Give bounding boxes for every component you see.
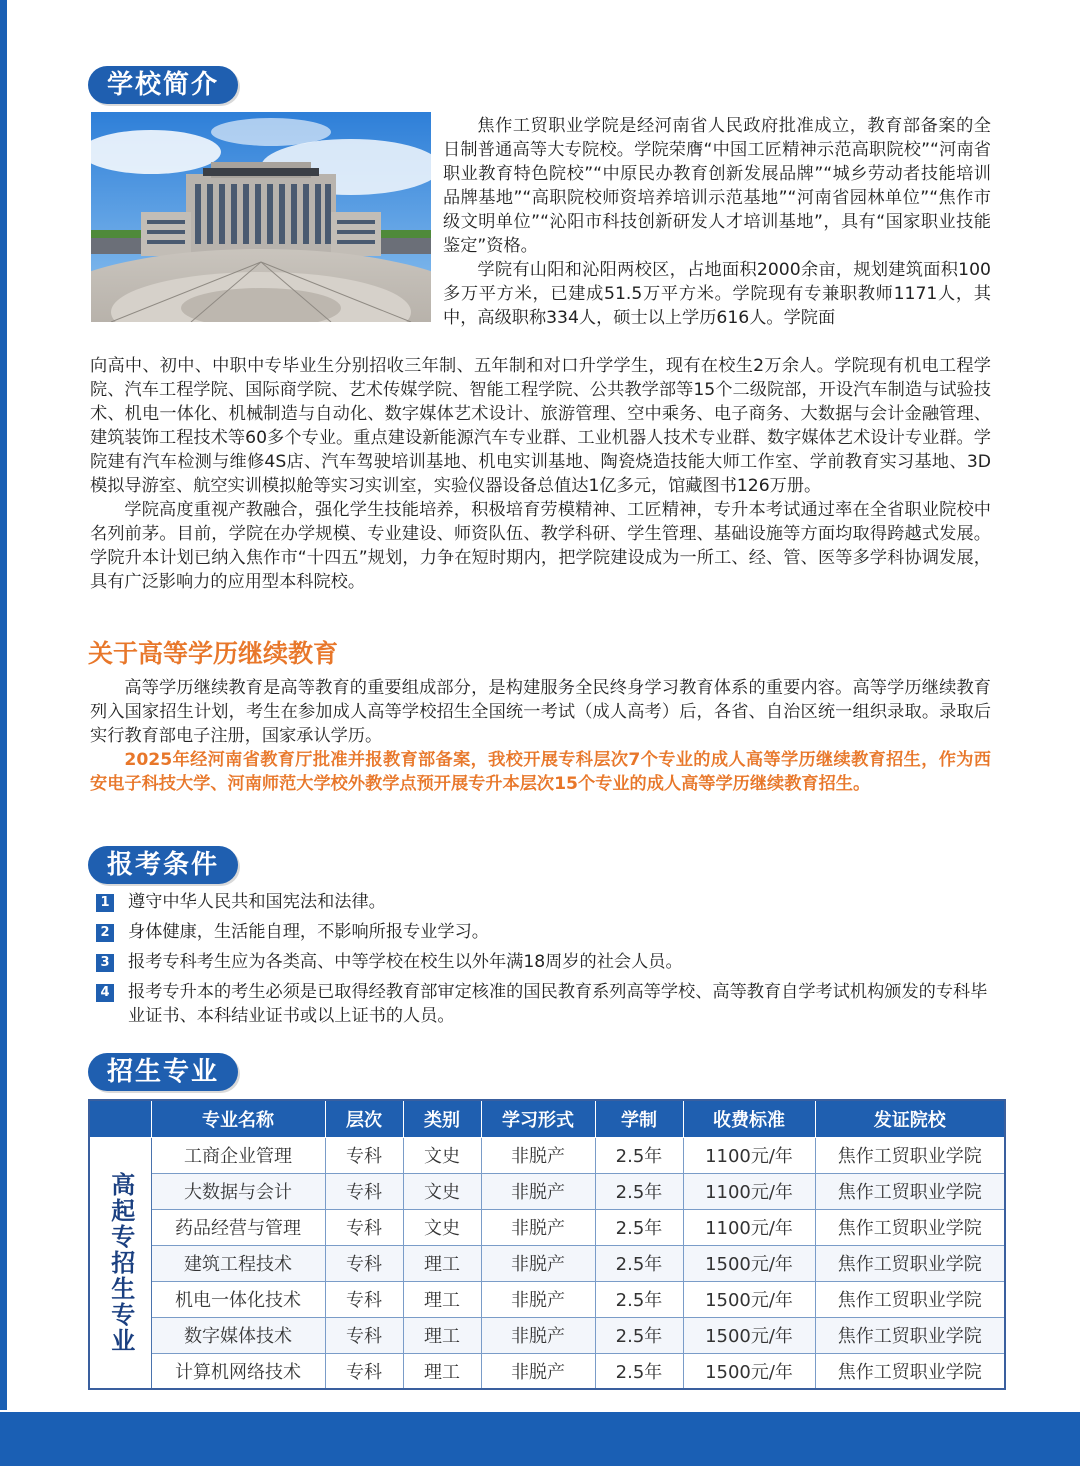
table-cell: 专科	[325, 1245, 403, 1281]
table-cell: 焦作工贸职业学院	[815, 1317, 1005, 1353]
table-row	[89, 1317, 1005, 1353]
campus-building-photo	[91, 112, 431, 322]
table-row	[89, 1209, 1005, 1245]
table-row	[89, 1245, 1005, 1281]
table-cell: 1500元/年	[683, 1353, 815, 1389]
table-cell: 大数据与会计	[151, 1173, 325, 1209]
table-cell: 数字媒体技术	[151, 1317, 325, 1353]
table-cell: 1100元/年	[683, 1209, 815, 1245]
table-header-corner	[89, 1100, 151, 1137]
majors-table-wrap	[88, 1099, 1004, 1390]
table-cell: 1100元/年	[683, 1137, 815, 1173]
table-cell: 焦作工贸职业学院	[815, 1245, 1005, 1281]
number-badge: 3	[96, 954, 114, 972]
table-cell: 非脱产	[481, 1245, 595, 1281]
table-row	[89, 1137, 1005, 1173]
continuing-education-title: 关于高等学历继续教育	[88, 639, 339, 668]
table-cell: 1500元/年	[683, 1245, 815, 1281]
table-cell: 药品经营与管理	[151, 1209, 325, 1245]
table-cell: 文史	[403, 1173, 481, 1209]
requirement-text: 遵守中华人民共和国宪法和法律。	[128, 892, 386, 912]
table-cell: 非脱产	[481, 1173, 595, 1209]
list-item	[96, 980, 996, 1028]
table-header: 专业名称	[151, 1100, 325, 1137]
table-cell: 焦作工贸职业学院	[815, 1209, 1005, 1245]
table-row	[89, 1353, 1005, 1389]
table-cell: 焦作工贸职业学院	[815, 1353, 1005, 1389]
intro-text-right	[443, 114, 991, 330]
table-header: 学习形式	[481, 1100, 595, 1137]
intro-paragraph-1: 焦作工贸职业学院是经河南省人民政府批准成立，教育部备案的全日制普通高等大专院校。学院荣膺“中国工匠精神示范高职院校”“河南省职业教育特色院校”“中原民办教育创新发展品牌”“城乡劳动者技能培训品牌基地”“高职院校师资培养培训示范基地”“河南省园林单位”“焦作市级文明单位”“沁阳市科技创新研发人才培训基地”，具有“国家职业技能鉴定”资格。	[443, 116, 991, 256]
requirement-text: 报考专科考生应为各类高、中等学校在校生以外年满18周岁的社会人员。	[128, 952, 683, 972]
table-header: 类别	[403, 1100, 481, 1137]
left-accent-bar	[0, 0, 7, 1410]
table-cell: 专科	[325, 1317, 403, 1353]
table-cell: 1500元/年	[683, 1317, 815, 1353]
intro-paragraph-2-start: 学院有山阳和沁阳两校区，占地面积2000余亩，规划建筑面积100多万平方米，已建成51.5万平方米。学院现有专兼职教师1171人，其中，高级职称334人，硕士以上学历616人。学院面	[443, 260, 991, 328]
table-cell: 2.5年	[595, 1209, 683, 1245]
table-cell: 文史	[403, 1209, 481, 1245]
table-cell: 专科	[325, 1137, 403, 1173]
table-cell: 2.5年	[595, 1317, 683, 1353]
list-item	[96, 920, 996, 944]
section-title-majors: 招生专业	[88, 1053, 238, 1091]
requirement-text: 身体健康，生活能自理，不影响所报专业学习。	[128, 922, 489, 942]
table-cell: 专科	[325, 1209, 403, 1245]
continuing-education-block	[90, 676, 991, 796]
table-header-row	[89, 1100, 1005, 1137]
table-cell: 非脱产	[481, 1317, 595, 1353]
intro-text-full	[90, 354, 991, 594]
intro-paragraph-2-cont: 向高中、初中、中职中专毕业生分别招收三年制、五年制和对口升学学生，现有在校生2万余人。学院现有机电工程学院、汽车工程学院、国际商学院、艺术传媒学院、智能工程学院、公共教学部等15个二级院部，开设汽车制造与试验技术、机电一体化、机械制造与自动化、数字媒体艺术设计、旅游管理、空中乘务、电子商务、大数据与会计金融管理、建筑装饰工程技术等60多个专业。重点建设新能源汽车专业群、工业机器人技术专业群、数字媒体艺术设计专业群。学院建有汽车检测与维修4S店、汽车驾驶培训基地、机电实训基地、陶瓷烧造技能大师工作室、学前教育实习基地、3D模拟导游室、航空实训模拟舱等实习实训室，实验仪器设备总值达1亿多元，馆藏图书126万册。	[90, 356, 991, 496]
table-cell: 理工	[403, 1245, 481, 1281]
table-cell: 2.5年	[595, 1281, 683, 1317]
table-cell: 非脱产	[481, 1137, 595, 1173]
table-cell: 2.5年	[595, 1353, 683, 1389]
intro-paragraph-3: 学院高度重视产教融合，强化学生技能培养，积极培育劳模精神、工匠精神，专升本考试通过率在全省职业院校中名列前茅。目前，学院在办学规模、专业建设、师资队伍、教学科研、学生管理、基础设施等方面均取得跨越式发展。学院升本计划已纳入焦作市“十四五”规划，力争在短时期内，把学院建设成为一所工、经、管、医等多学科协调发展，具有广泛影响力的应用型本科院校。	[90, 500, 991, 592]
table-cell: 机电一体化技术	[151, 1281, 325, 1317]
table-cell: 2.5年	[595, 1245, 683, 1281]
list-item	[96, 950, 996, 974]
table-cell: 2.5年	[595, 1173, 683, 1209]
table-header: 收费标准	[683, 1100, 815, 1137]
footer-bar	[0, 1412, 1080, 1466]
table-row	[89, 1173, 1005, 1209]
table-cell: 文史	[403, 1137, 481, 1173]
table-header: 层次	[325, 1100, 403, 1137]
section-title-intro: 学校简介	[88, 66, 238, 104]
table-cell: 焦作工贸职业学院	[815, 1137, 1005, 1173]
majors-table	[88, 1099, 1006, 1390]
number-badge: 1	[96, 894, 114, 912]
continuing-paragraph: 高等学历继续教育是高等教育的重要组成部分，是构建服务全民终身学习教育体系的重要内容。高等学历继续教育列入国家招生计划，考生在参加成人高等学校招生全国统一考试（成人高考）后，各省、自治区统一组织录取。录取后实行教育部电子注册，国家承认学历。	[90, 678, 991, 746]
table-cell: 非脱产	[481, 1281, 595, 1317]
table-cell: 理工	[403, 1317, 481, 1353]
table-cell: 建筑工程技术	[151, 1245, 325, 1281]
table-cell: 专科	[325, 1281, 403, 1317]
table-cell: 非脱产	[481, 1353, 595, 1389]
table-cell: 1500元/年	[683, 1281, 815, 1317]
number-badge: 2	[96, 924, 114, 942]
table-cell: 1100元/年	[683, 1173, 815, 1209]
list-item	[96, 890, 996, 914]
table-header: 发证院校	[815, 1100, 1005, 1137]
table-cell: 焦作工贸职业学院	[815, 1281, 1005, 1317]
section-title-requirements: 报考条件	[88, 846, 238, 884]
table-cell: 专科	[325, 1173, 403, 1209]
table-cell: 焦作工贸职业学院	[815, 1173, 1005, 1209]
table-cell: 理工	[403, 1281, 481, 1317]
requirement-text: 报考专升本的考生必须是已取得经教育部审定核准的国民教育系列高等学校、高等教育自学考试机构颁发的专科毕业证书、本科结业证书或以上证书的人员。	[128, 982, 988, 1026]
requirements-list	[96, 890, 996, 1034]
table-cell: 非脱产	[481, 1209, 595, 1245]
table-row	[89, 1281, 1005, 1317]
table-cell: 工商企业管理	[151, 1137, 325, 1173]
continuing-highlight: 2025年经河南省教育厅批准并报教育部备案，我校开展专科层次7个专业的成人高等学历继续教育招生，作为西安电子科技大学、河南师范大学校外教学点预开展专升本层次15个专业的成人高等学历继续教育招生。	[90, 750, 991, 794]
table-side-label: 高起专招生专业	[89, 1137, 151, 1389]
table-cell: 计算机网络技术	[151, 1353, 325, 1389]
table-cell: 理工	[403, 1353, 481, 1389]
table-cell: 专科	[325, 1353, 403, 1389]
table-header: 学制	[595, 1100, 683, 1137]
table-cell: 2.5年	[595, 1137, 683, 1173]
number-badge: 4	[96, 984, 114, 1002]
